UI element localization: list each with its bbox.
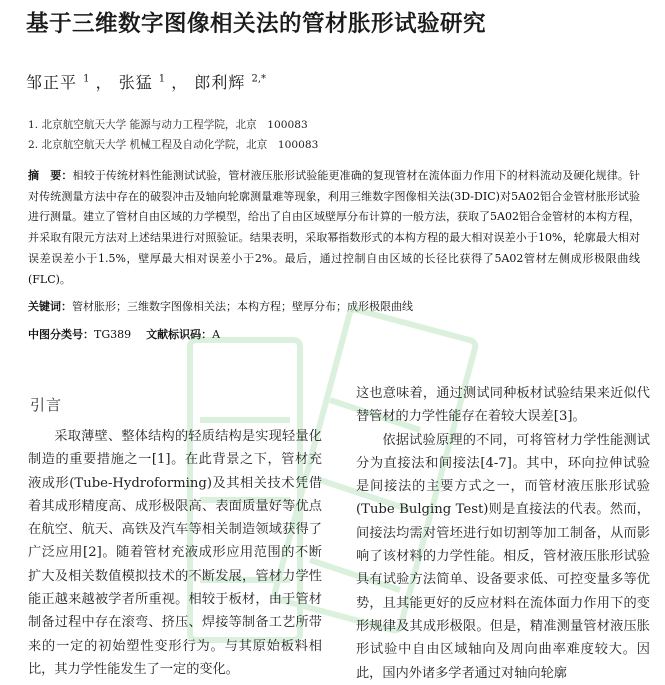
body-paragraph: 依据试验原理的不同，可将管材力学性能测试分为直接法和间接法[4-7]。其中，环向拉伸试验是间接法的主要方式之一，而管材液压胀形试验(Tube Bulging Test)则是直接法的代表。然而，间接法均需对管坯进行如切割等加工制备，从而影响了该材料的力学性能。相反，管材液压胀形试验具有试验方法简单、设备要求低、可控变量多等优势，且其能更好的反应材料在流体面力作用下的变形规律及其成形极限。但是，精准测量管材液压胀形试验中自由区域轴向及周向曲率难度较大。因此，国内外诸多学者通过对轴向轮廓 [356, 432, 650, 681]
section-heading: 引言 [30, 396, 63, 414]
author-affiliation-mark: 1 [83, 73, 90, 85]
keywords [28, 298, 413, 314]
keywords-label: 关键词： [28, 300, 72, 313]
affiliation-2: 2. 北京航空航天大学 机械工程及自动化学院，北京 100083 [28, 139, 319, 151]
clc-value: TG389 [94, 328, 132, 341]
keywords-text: 管材胀形；三维数字图像相关法；本构方程；壁厚分布；成形极限曲线 [72, 300, 413, 313]
doc-code-value: A [212, 328, 221, 341]
paper-title: 基于三维数字图像相关法的管材胀形试验研究 [26, 11, 487, 37]
abstract [28, 166, 640, 290]
author-affiliation-mark: 1 [158, 73, 166, 85]
author-separator: ， [95, 73, 113, 92]
abstract-text: 相较于传统材料性能测试试验，管材液压胀形试验能更准确的复现管材在流体面力作用下的材料流动及硬化规律。针对传统测量方法中存在的破裂冲击及轴向轮廓测量难等现象，利用三维数字图像相关法(3D-DIC)对5A02铝合金管材胀形试验进行测量。建立了管材自由区域的力学模型，给出了自由区域壁厚分布计算的一般方法，获取了5A02铝合金管材的本构方程，并采取有限元方法对上述结果进行对照验证。结果表明，采取幂指数形式的本构方程的最大相对误差小于10%，轮廓最大相对误差误差小于1.5%，壁厚最大相对误差小于2%。最后，通过控制自由区域的长径比获得了5A02管材左侧成形极限曲线(FLC)。 [28, 169, 641, 286]
body-paragraph: 采取薄壁、整体结构的轻质结构是实现轻量化制造的重要措施之一[1]。在此背景之下，管材充液成形(Tube-Hydroforming)及其相关技术凭借着其成形精度高、成形极限高、表面质量好等优点在航空、航天、高铁及汽车等相关制造领域获得了广泛应用[2]。随着管材充液成形应用范围的不断扩大及相关数值模拟技术的不断发展，管材力学性能正越来越被学者所重视。相较于板材，由于管材制备过程中存在滚弯、挤压、焊接等制备工艺所带来的一定的初始塑性变形行为。与其原始板料相比，其力学性能发生了一定的变化。 [28, 429, 322, 677]
author-separator: ， [171, 73, 189, 92]
clc-label: 中图分类号： [28, 328, 94, 341]
doc-code-label: 文献标识码： [146, 328, 213, 341]
right-column [356, 382, 650, 685]
author-affiliation-mark: 2,* [251, 73, 267, 85]
classification-line [28, 326, 220, 342]
author-name: 张猛 [118, 73, 153, 92]
author-list [26, 70, 266, 93]
left-column [28, 425, 322, 681]
body-paragraph: 这也意味着，通过测试同种板材试验结果来近似代替管材的力学性能存在着较大误差[3]。 [356, 386, 650, 425]
abstract-label: 摘 要： [28, 169, 73, 182]
author-name: 邹正平 [26, 73, 78, 92]
author-name: 郎利辉 [194, 73, 246, 92]
affiliation-1: 1. 北京航空航天大学 能源与动力工程学院，北京 100083 [28, 119, 308, 131]
